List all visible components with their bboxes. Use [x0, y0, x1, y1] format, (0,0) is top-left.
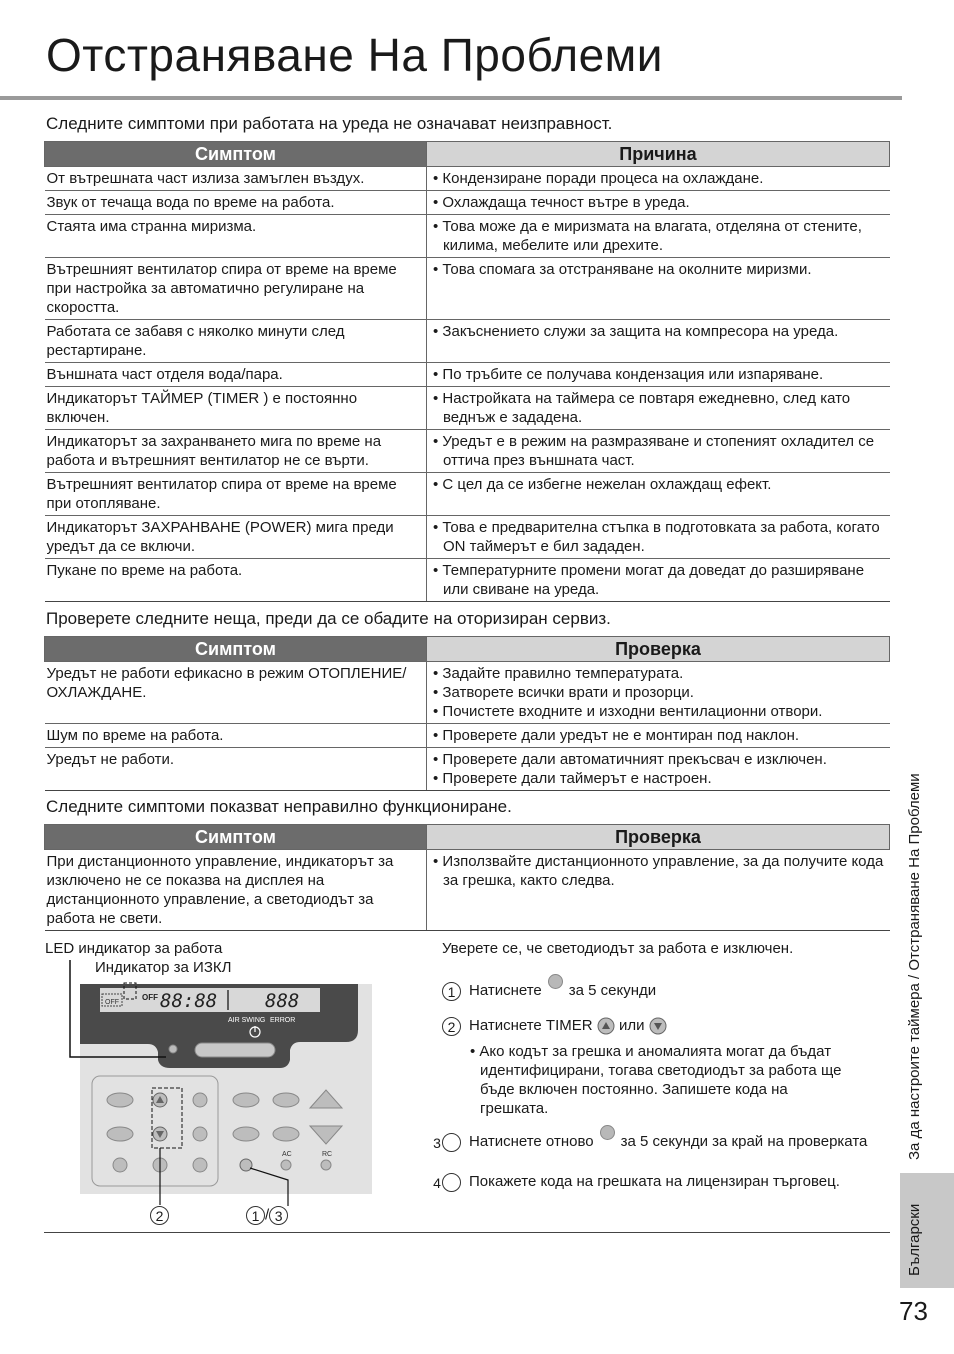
led-indicator-label: LED индикатор за работа [45, 940, 223, 957]
symptom-cell: Индикаторът ЗАХРАНВАНЕ (POWER) мига преди уредът да се включи. [45, 516, 427, 559]
section3-intro: Следните симптоми показват неправилно функциониране. [46, 797, 512, 816]
table-row [45, 167, 890, 191]
cause-item: • Настройката на таймера се повтаря ежедневно, след като веднъж е зададена. [433, 390, 851, 426]
callout-1-3: 1 / 3 [246, 1206, 288, 1225]
rc-label: RC [322, 1151, 333, 1158]
step-2-note: • Ако кодът за грешка и аномалията могат да бъдат идентифицирани, тогава светодиодът за работа ще бъде включен постоянно. Запишете кода на грешката. [470, 1043, 842, 1117]
symptom-cell: Звук от течаща вода по време на работа. [45, 191, 427, 215]
cause-item: • Кондензиране поради процеса на охлаждане. [433, 170, 764, 187]
screen-digits-code: 888 [265, 990, 300, 1012]
key-button[interactable] [273, 1127, 299, 1141]
cause-item: • Това спомага за отстраняване на околните миризми. [433, 261, 812, 278]
symptom-cause-table [44, 141, 890, 602]
symptom-cell: Вътрешният вентилатор спира от време на време при настройка за автоматично регулиране на скоростта. [45, 258, 427, 320]
cause-item: • Температурните промени могат да доведат до разширяване или свиване на уреда. [433, 562, 865, 598]
symptom-cell: Работата се забавя с няколко минути след рестартиране. [45, 320, 427, 363]
table-row [45, 191, 890, 215]
cause-item: • Уредът е в режим на размразяване и стопеният охладител се оттича през външната част. [433, 433, 875, 469]
symptom-cell: Външната част отделя вода/пара. [45, 363, 427, 387]
cause-cell [427, 191, 890, 215]
malfunction-table [44, 824, 890, 931]
check-button-icon [548, 974, 563, 989]
rc-button[interactable] [321, 1160, 331, 1170]
key-button[interactable] [107, 1127, 133, 1141]
table-row [45, 363, 890, 387]
cause-cell [427, 387, 890, 430]
callout-2: 2 [150, 1206, 169, 1225]
timer-down-icon [649, 1017, 667, 1035]
key-button[interactable] [193, 1127, 207, 1141]
timer-up-icon [597, 1017, 615, 1035]
check-cell [427, 850, 890, 931]
check-item: • Почистете входните и изходни вентилационни отвори. [433, 703, 823, 720]
check-item: • Затворете всички врати и прозорци. [433, 684, 694, 701]
remote-control-diagram [60, 960, 380, 1225]
check-item: • Проверете дали таймерът е настроен. [433, 770, 712, 787]
symptom-cell: Уредът не работи. [45, 748, 427, 791]
table-row [45, 430, 890, 473]
cause-cell [427, 167, 890, 191]
cause-item: • Това може да е миризмата на влагата, отделяна от стените, килима, мебелите или дрехите. [433, 218, 862, 254]
off-indicator-label: Индикатор за ИЗКЛ [95, 959, 232, 976]
step-4: 4 Покажете кода на грешката на лицензиран търговец. [433, 1173, 840, 1191]
check-button[interactable] [240, 1159, 252, 1171]
table-row [45, 559, 890, 602]
section1-intro: Следните симптоми при работата на уреда не означават неизправност. [46, 114, 613, 133]
symptom-cell: При дистанционното управление, индикаторът за изключено не се показва на дисплея на дистанционното управление, а светодиодът за работа не свети. [45, 850, 427, 931]
cause-cell [427, 363, 890, 387]
check-button-icon [600, 1125, 615, 1140]
header-symptom: Симптом [45, 825, 427, 850]
key-button[interactable] [113, 1158, 127, 1172]
check-cell [427, 662, 890, 724]
cause-item: • По тръбите се получава кондензация или изпаряване. [433, 366, 824, 383]
title-divider [0, 96, 902, 100]
cause-cell [427, 473, 890, 516]
key-button[interactable] [273, 1093, 299, 1107]
side-section-title: За да настроите таймера / Отстраняване На Проблеми [906, 773, 923, 1160]
ac-label: AC [282, 1151, 292, 1158]
check-cell [427, 748, 890, 791]
operation-led [169, 1045, 177, 1053]
header-symptom: Симптом [45, 637, 427, 662]
page-title: Отстраняване На Проблеми [46, 29, 663, 81]
table-row [45, 748, 890, 791]
table-row [45, 258, 890, 320]
header-cause: Причина [427, 142, 890, 167]
screen-digits-time: 88:88 [160, 990, 218, 1012]
language-label: Български [906, 1203, 923, 1276]
table-row [45, 387, 890, 430]
error-label: ERROR [270, 1017, 296, 1024]
page-number: 73 [899, 1296, 928, 1326]
cause-cell [427, 215, 890, 258]
check-cell [427, 724, 890, 748]
symptom-cell: От вътрешната част излиза замъглен въздух. [45, 167, 427, 191]
section2-intro: Проверете следните неща, преди да се обадите на оторизиран сервиз. [46, 609, 611, 628]
step-3: 3 Натиснете отново за 5 секунди за край на проверката [442, 1125, 891, 1152]
step-2: 2 Натиснете TIMER или [442, 1016, 882, 1036]
key-button[interactable] [193, 1158, 207, 1172]
cause-item: • Охлаждаща течност вътре в уреда. [433, 194, 690, 211]
table-row [45, 215, 890, 258]
screen-off-text: OFF [105, 999, 119, 1006]
bottom-divider [44, 1232, 890, 1233]
cause-item: • Това е предварителна стъпка в подготовката за работа, когато ON таймерът е бил зададен. [433, 519, 880, 555]
cause-cell [427, 430, 890, 473]
table-row [45, 850, 890, 931]
step-1: 1 Натиснете за 5 секунди [442, 974, 882, 1001]
cause-cell [427, 320, 890, 363]
key-button[interactable] [107, 1093, 133, 1107]
table-row [45, 320, 890, 363]
symptom-cell: Вътрешният вентилатор спира от време на време при отопляване. [45, 473, 427, 516]
symptom-cell: Пукане по време на работа. [45, 559, 427, 602]
key-button[interactable] [193, 1093, 207, 1107]
cause-item: • С цел да се избегне нежелан охлаждащ ефект. [433, 476, 772, 493]
check-item: • Използвайте дистанционното управление, за да получите кода за грешка, както следва. [433, 853, 884, 889]
screen-off-small: OFF [142, 993, 158, 1002]
steps-intro: Уверете се, че светодиодът за работа е изключен. [442, 940, 794, 957]
airswing-label: AIR SWING [228, 1017, 266, 1024]
symptom-cell: Стаята има странна миризма. [45, 215, 427, 258]
cause-item: • Закъснението служи за защита на компресора на уреда. [433, 323, 839, 340]
table-row [45, 516, 890, 559]
power-button[interactable] [195, 1043, 275, 1057]
symptom-check-table [44, 636, 890, 791]
table-row [45, 724, 890, 748]
symptom-cell: Индикаторът ТАЙМЕР (TIMER ) е постоянно включен. [45, 387, 427, 430]
check-item: • Проверете дали автоматичният прекъсвач е изключен. [433, 751, 827, 768]
cause-cell [427, 559, 890, 602]
cause-cell [427, 516, 890, 559]
table-row [45, 662, 890, 724]
key-button[interactable] [233, 1093, 259, 1107]
header-check: Проверка [427, 825, 890, 850]
symptom-cell: Уредът не работи ефикасно в режим ОТОПЛЕНИЕ/ОХЛАЖДАНЕ. [45, 662, 427, 724]
table-row [45, 473, 890, 516]
ac-button[interactable] [281, 1160, 291, 1170]
symptom-cell: Шум по време на работа. [45, 724, 427, 748]
header-symptom: Симптом [45, 142, 427, 167]
header-check: Проверка [427, 637, 890, 662]
symptom-cell: Индикаторът за захранването мига по време на работа и вътрешният вентилатор не се върти. [45, 430, 427, 473]
check-item: • Задайте правилно температурата. [433, 665, 684, 682]
cause-cell [427, 258, 890, 320]
check-item: • Проверете дали уредът не е монтиран под наклон. [433, 727, 800, 744]
key-button[interactable] [233, 1127, 259, 1141]
